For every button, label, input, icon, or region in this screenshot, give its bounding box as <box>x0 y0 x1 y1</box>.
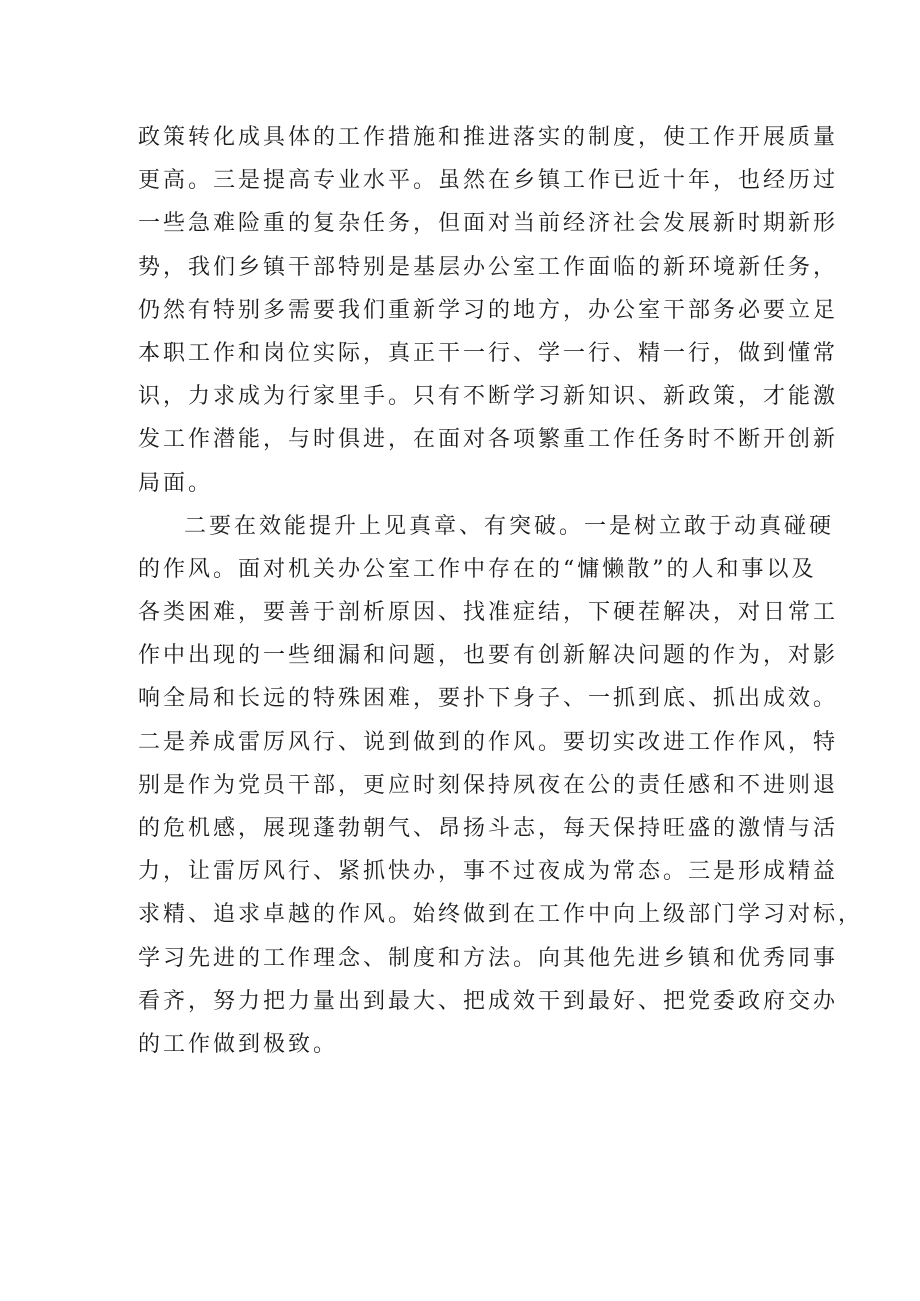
text-line: 的危机感，展现蓬勃朝气、昂扬斗志，每天保持旺盛的激情与活 <box>138 816 839 841</box>
text-line: 更高。三是提高专业水平。虽然在乡镇工作已近十年，也经历过 <box>138 168 839 194</box>
paragraph-first-line: 二要在效能提升上见真章、有突破。一是树立敢于动真碰硬 <box>184 513 835 539</box>
text-line: 局面。 <box>138 470 214 496</box>
text-line: 仍然有特别多需要我们重新学习的地方，办公室干部务必要立足 <box>138 297 839 323</box>
text-line: 力，让雷厉风行、紧抓快办，事不过夜成为常态。三是形成精益 <box>138 859 839 885</box>
text-line: 的工作做到极致。 <box>138 1031 339 1057</box>
body-text <box>138 116 864 1066</box>
text-line: 一些急难险重的复杂任务，但面对当前经济社会发展新时期新形 <box>138 211 839 237</box>
text-line: 响全局和长远的特殊困难，要扑下身子、一抓到底、抓出成效。 <box>138 686 839 712</box>
text-line: 识，力求成为行家里手。只有不断学习新知识、新政策，才能激 <box>138 384 839 410</box>
text-line: 作中出现的一些细漏和问题，也要有创新解决问题的作为，对影 <box>138 643 839 669</box>
text-line: 二是养成雷厉风行、说到做到的作风。要切实改进工作作风，特 <box>138 729 839 755</box>
text-line: 求精、追求卓越的作风。始终做到在工作中向上级部门学习对标， <box>138 902 864 928</box>
text-line: 发工作潜能，与时俱进，在面对各项繁重工作任务时不断开创新 <box>138 427 839 453</box>
text-line: 政策转化成具体的工作措施和推进落实的制度，使工作开展质量 <box>138 125 839 150</box>
text-line: 本职工作和岗位实际，真正干一行、学一行、精一行，做到懂常 <box>138 340 839 366</box>
text-line: 势，我们乡镇干部特别是基层办公室工作面临的新环境新任务， <box>138 254 839 280</box>
text-line: 学习先进的工作理念、制度和方法。向其他先进乡镇和优秀同事 <box>138 945 839 971</box>
text-line: 的作风。面对机关办公室工作中存在的“慵懒散”的人和事以及 <box>138 556 817 582</box>
text-line: 看齐，努力把力量出到最大、把成效干到最好、把党委政府交办 <box>138 988 839 1014</box>
text-line: 各类困难，要善于剖析原因、找准症结，下硬茬解决，对日常工 <box>138 600 839 626</box>
text-line: 别是作为党员干部，更应时刻保持夙夜在公的责任感和不进则退 <box>138 772 839 798</box>
